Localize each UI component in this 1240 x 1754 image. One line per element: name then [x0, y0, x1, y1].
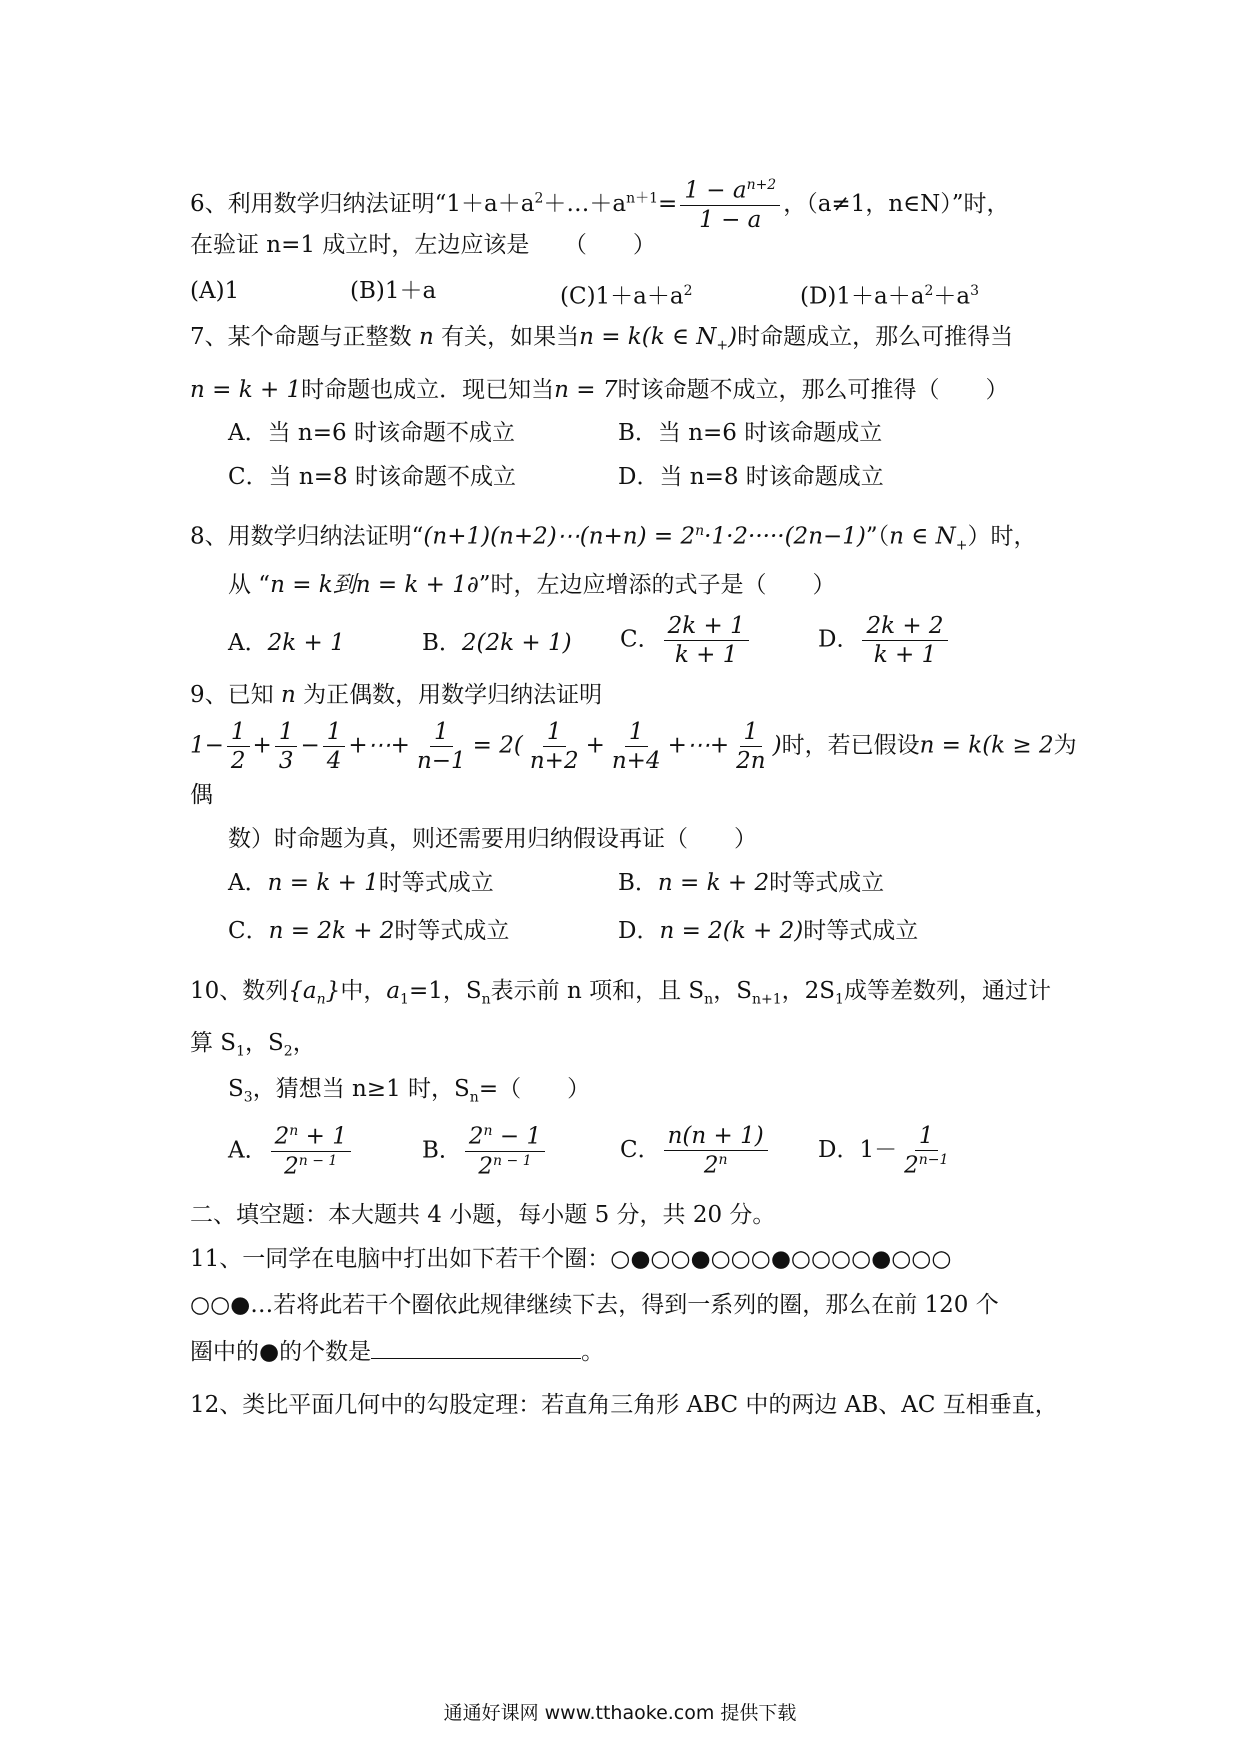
q6-line2: 在验证 n=1 成立时，左边应该是 （ ）: [190, 232, 656, 258]
page-footer: 通通好课网 www.tthaoke.com 提供下载: [443, 1702, 797, 1724]
q6-fraction: $\frac{1 - a^{n+2}}{1 - a}$: [680, 178, 780, 232]
q10-line1: 10、数列$\{a_n\}$中，$a_1=1$，$S_n$表示前 n 项和，且 $S_n$，$S_{n+1}$，$2S_1$成等差数列，通过计: [190, 978, 1051, 1008]
q10-option-c: C． $\frac{n(n + 1)}{2^n}$: [620, 1124, 771, 1178]
q9-line4: 数）时命题为真，则还需要用归纳假设再证（ ）: [228, 826, 757, 852]
q6-option-a: (A)1: [190, 278, 240, 304]
q11-line3: 圈中的●的个数是 。: [190, 1334, 604, 1367]
q10-option-d: D．1－ $\frac{1}{2^{n-1}}$: [818, 1123, 949, 1179]
q7-line1: 7、某个命题与正整数 n 有关，如果当n = k(k ∈ $N_+$)时命题成立，那么可推得当: [190, 324, 1014, 354]
q7-option-c: C．当 n=8 时该命题不成立: [228, 464, 516, 490]
q7-option-a: A．当 n=6 时该命题不成立: [228, 420, 515, 446]
q10-line2: 算 $S_1$，$S_2$，: [190, 1030, 316, 1060]
q12-line1: 12、类比平面几何中的勾股定理：若直角三角形 ABC 中的两边 AB、AC 互相垂直，: [190, 1392, 1058, 1418]
q9-option-b: B．n = k + 2时等式成立: [618, 870, 885, 896]
q10-line3: $S_3$，猜想当 n≥1 时，$S_n=$（ ）: [228, 1076, 591, 1106]
q9-line1: 9、已知 n 为正偶数，用数学归纳法证明: [190, 682, 603, 708]
q8-option-a: A．2k + 1: [228, 630, 345, 656]
q8-line1: 8、用数学归纳法证明“(n+1)(n+2)⋯(n+n) = $2^n\cdot 1\cdot 2\cdot\cdot\cdot\cdot\cdot(2n-1)”(n$ ∈ $N_+$）时，: [190, 523, 1037, 554]
q9-option-c: C．n = 2k + 2时等式成立: [228, 918, 510, 944]
q10-option-b: B． $\frac{2^n - 1}{2^{n - 1}}$: [422, 1124, 548, 1179]
q6-option-d: $(D)1+a+a^2+a^3$: [800, 283, 980, 310]
q9-line2: 1− $\frac{1}{2}$ + $\frac{1}{3}$ − $\frac{1}{4}$ +⋯+ $\frac{1}{n-1}$ = 2( $\frac{1}{n+2}$ + $\frac{1}{n+4}$ +⋯+ $\frac{1}{2n}$ )时，若已假设n = k(k ≥ 2为: [190, 719, 1077, 775]
q6-line1: 6、利用数学归纳法证明“$1+a+a^2+\dots+a^{n+1}=$ $\frac{1 - a^{n+2}}{1 - a}$ ，（a≠1，n∈N）”时，: [190, 177, 1010, 233]
q8-option-d: D． $\frac{2k + 2}{k + 1}$: [818, 614, 951, 667]
q8-line2: 从 “n = k到n = k + 1∂”时，左边应增添的式子是（ ）: [228, 572, 836, 598]
q7-option-d: D．当 n=8 时该命题成立: [618, 464, 884, 490]
q9-line3: 偶: [190, 782, 213, 808]
q7-line2: n = k + 1时命题也成立．现已知当n = 7时该命题不成立，那么可推得（ ）: [190, 377, 1009, 403]
section-2-heading: 二、填空题：本大题共 4 小题，每小题 5 分，共 20 分。: [190, 1202, 776, 1228]
q7-option-b: B．当 n=6 时该命题成立: [618, 420, 883, 446]
q11-answer-blank[interactable]: [371, 1334, 581, 1359]
q11-line1: 11、一同学在电脑中打出如下若干个圈：○●○○●○○○●○○○○●○○○: [190, 1246, 952, 1272]
q8-option-c: C． $\frac{2k + 1}{k + 1}$: [620, 614, 752, 667]
q11-line2: ○○●…若将此若干个圈依此规律继续下去，得到一系列的圈，那么在前 120 个: [190, 1292, 999, 1318]
q9-option-d: D．n = 2(k + 2)时等式成立: [618, 918, 919, 944]
q8-option-b: B．2(2k + 1): [422, 630, 572, 656]
q6-option-c: $(C)1+a+a^2$: [560, 283, 693, 310]
q6-option-b: (B)1＋a: [350, 278, 437, 304]
q10-option-a: A． $\frac{2^n + 1}{2^{n - 1}}$: [228, 1124, 354, 1179]
q9-option-a: A．n = k + 1时等式成立: [228, 870, 494, 896]
